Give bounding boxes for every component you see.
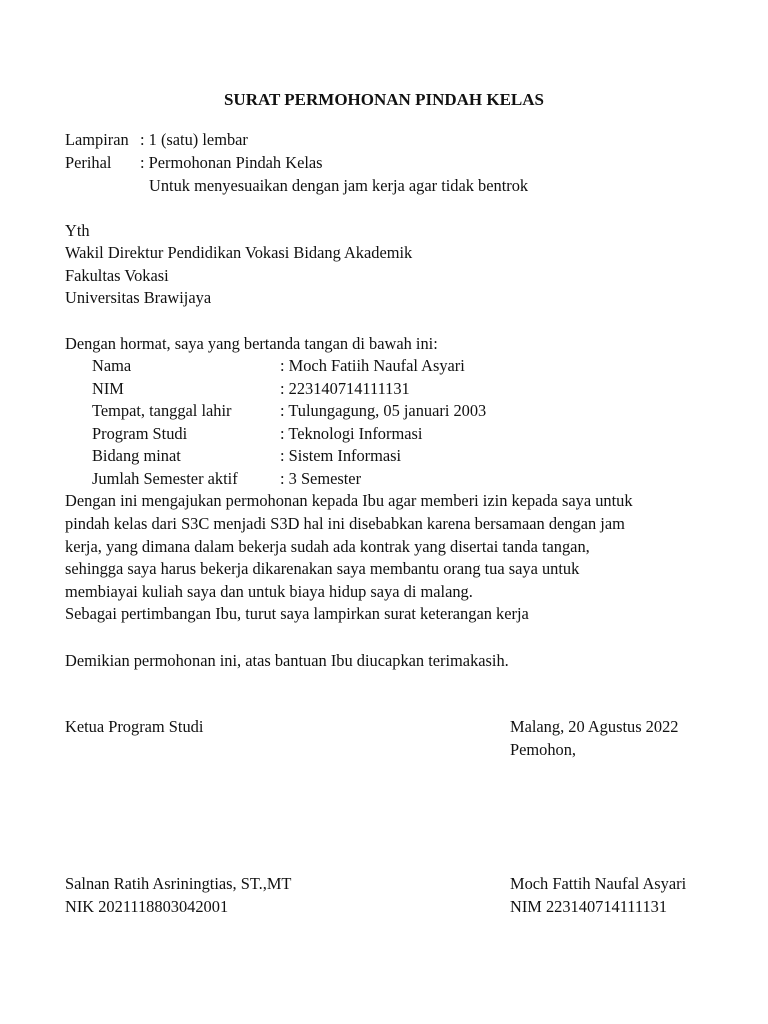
perihal-note: Untuk menyesuaikan dengan jam kerja agar tidak bentrok (149, 176, 529, 195)
identity-label: Nama (92, 356, 132, 375)
body-line: pindah kelas dari S3C menjadi S3D hal ini disebabkan karena bersamaan dengan jam (65, 514, 625, 533)
body-line: membiayai kuliah saya dan untuk biaya hidup saya di malang. (65, 582, 473, 601)
perihal-label: Perihal (65, 153, 112, 172)
identity-label: Bidang minat (92, 446, 181, 465)
body-line: kerja, yang dimana dalam bekerja sudah ada kontrak yang disertai tanda tangan, (65, 537, 590, 556)
body-line: sehingga saya harus bekerja dikarenakan saya membantu orang tua saya untuk (65, 559, 580, 578)
identity-value: : Sistem Informasi (280, 446, 402, 465)
identity-value: : 3 Semester (280, 469, 362, 488)
signature-right-id: NIM 223140714111131 (510, 897, 668, 916)
body-line: Sebagai pertimbangan Ibu, turut saya lampirkan surat keterangan kerja (65, 604, 529, 623)
signature-right-role: Pemohon, (510, 740, 577, 759)
identity-value: : Tulungagung, 05 januari 2003 (280, 401, 487, 420)
recipient-line: Wakil Direktur Pendidikan Vokasi Bidang Akademik (65, 243, 413, 262)
closing-line: Demikian permohonan ini, atas bantuan Ibu diucapkan terimakasih. (65, 651, 509, 670)
identity-label: Jumlah Semester aktif (92, 469, 238, 488)
signature-place-date: Malang, 20 Agustus 2022 (510, 717, 679, 736)
identity-value: : Moch Fatiih Naufal Asyari (280, 356, 465, 375)
identity-label: NIM (92, 379, 124, 398)
recipient-line: Universitas Brawijaya (65, 288, 212, 307)
perihal-value: : Permohonan Pindah Kelas (140, 153, 323, 172)
signature-left-id: NIK 2021118803042001 (65, 897, 229, 916)
identity-value: : 223140714111131 (280, 379, 410, 398)
opening-line: Dengan hormat, saya yang bertanda tangan di bawah ini: (65, 334, 438, 353)
identity-value: : Teknologi Informasi (280, 424, 423, 443)
signature-right-name: Moch Fattih Naufal Asyari (510, 874, 687, 893)
identity-label: Tempat, tanggal lahir (92, 401, 232, 420)
lampiran-label: Lampiran (65, 130, 129, 149)
recipient-line: Fakultas Vokasi (65, 266, 169, 285)
signature-left-name: Salnan Ratih Asriningtias, ST.,MT (65, 874, 292, 893)
lampiran-value: : 1 (satu) lembar (140, 130, 248, 149)
recipient-line: Yth (65, 221, 90, 240)
body-line: Dengan ini mengajukan permohonan kepada Ibu agar memberi izin kepada saya untuk (65, 491, 633, 510)
letter-title: SURAT PERMOHONAN PINDAH KELAS (223, 90, 545, 109)
identity-label: Program Studi (92, 424, 188, 443)
signature-left-role: Ketua Program Studi (65, 717, 204, 736)
